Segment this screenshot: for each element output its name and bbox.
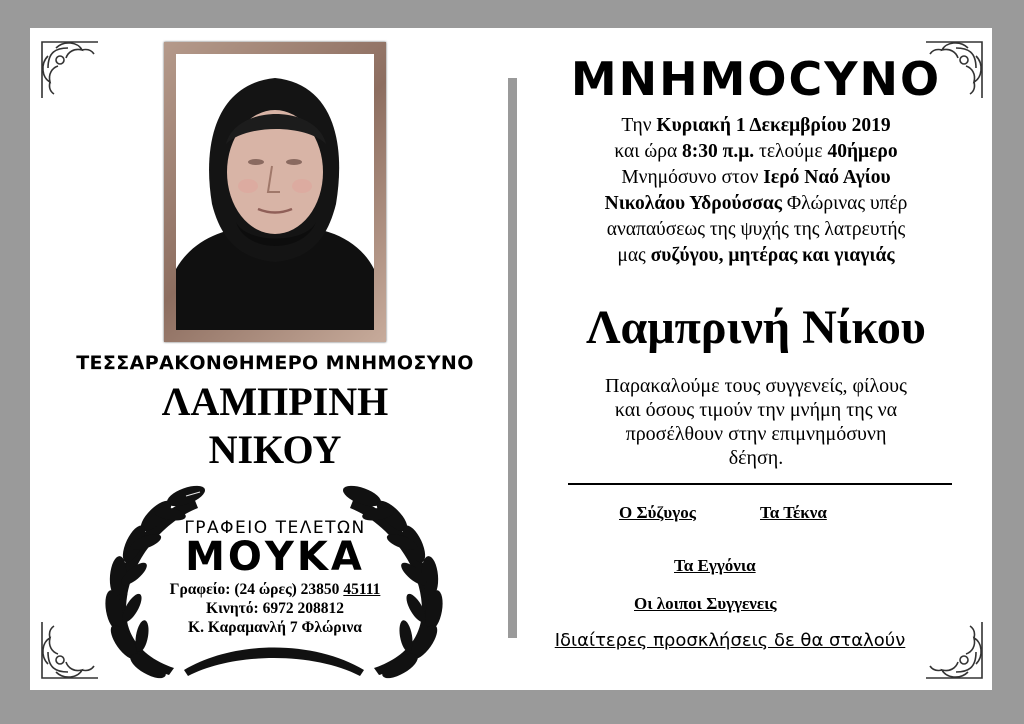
announcement-text bbox=[532, 113, 980, 269]
deceased-name-uppercase-line1: ΛΑΜΠΡΙΝΗ bbox=[161, 379, 389, 424]
phone-label: Γραφείο: (24 ώρες) 23850 bbox=[169, 581, 344, 598]
deceased-name-uppercase-line2: ΝΙΚΟΥ bbox=[208, 427, 342, 472]
funeral-office-name: ΜΟΥΚΑ bbox=[185, 534, 365, 580]
announcement-line: Την Κυριακή 1 Δεκεμβρίου 2019 bbox=[621, 115, 891, 136]
announcement-line: αναπαύσεως της ψυχής της λατρευτής bbox=[606, 219, 906, 240]
funeral-office-address: Κ. Καραμανλή 7 Φλώρινα bbox=[188, 619, 362, 636]
corner-ornament-icon bbox=[922, 618, 986, 682]
signatory-children: Τα Τέκνα bbox=[760, 503, 827, 522]
corner-ornament-icon bbox=[38, 38, 102, 102]
signatory-spouse: Ο Σύζυγος bbox=[619, 503, 696, 522]
announcement-line: Νικολάου Υδρούσσας Φλώρινας υπέρ bbox=[604, 193, 908, 214]
funeral-office-title: ΓΡΑΦΕΙΟ ΤΕΛΕΤΩΝ bbox=[184, 518, 366, 538]
portrait-photo bbox=[176, 54, 374, 330]
invitation-text bbox=[532, 374, 980, 470]
invitation-line: Παρακαλούμε τους συγγενείς, φίλους bbox=[605, 375, 907, 397]
invitation-line: προσέλθουν στην επιμνημόσυνη bbox=[625, 423, 887, 445]
signatory-grandchildren: Τα Εγγόνια bbox=[674, 556, 756, 575]
footer-note: Ιδιαίτερες προσκλήσεις δε θα σταλούν bbox=[554, 630, 906, 651]
deceased-name: Λαμπρινή Νίκου bbox=[586, 301, 926, 354]
separator-line bbox=[568, 483, 952, 485]
memorial-subtitle: ΤΕΣΣΑΡΑΚΟΝΘΗΜΕΡΟ ΜΝΗΜΟΣΥΝΟ bbox=[76, 352, 474, 374]
portrait-frame bbox=[164, 42, 386, 342]
main-title: ΜΝΗΜΟCΥΝΟ bbox=[570, 52, 942, 106]
vertical-divider bbox=[508, 78, 517, 638]
announcement-line: και ώρα 8:30 π.μ. τελούμε 40ήμερο bbox=[614, 141, 898, 162]
phone-tail: 45111 bbox=[343, 581, 381, 598]
invitation-line: και όσους τιμούν την μνήμη της να bbox=[614, 399, 898, 421]
announcement-line: Μνημόσυνο στον Ιερό Ναό Αγίου bbox=[621, 167, 891, 188]
signatory-relatives: Οι λοιποι Συγγενεις bbox=[634, 594, 777, 613]
announcement-line: μας συζύγου, μητέρας και γιαγιάς bbox=[617, 245, 895, 266]
invitation-line: δέηση. bbox=[728, 447, 784, 469]
funeral-office-mobile: Κινητό: 6972 208812 bbox=[206, 600, 344, 617]
funeral-office-phone bbox=[120, 581, 430, 599]
